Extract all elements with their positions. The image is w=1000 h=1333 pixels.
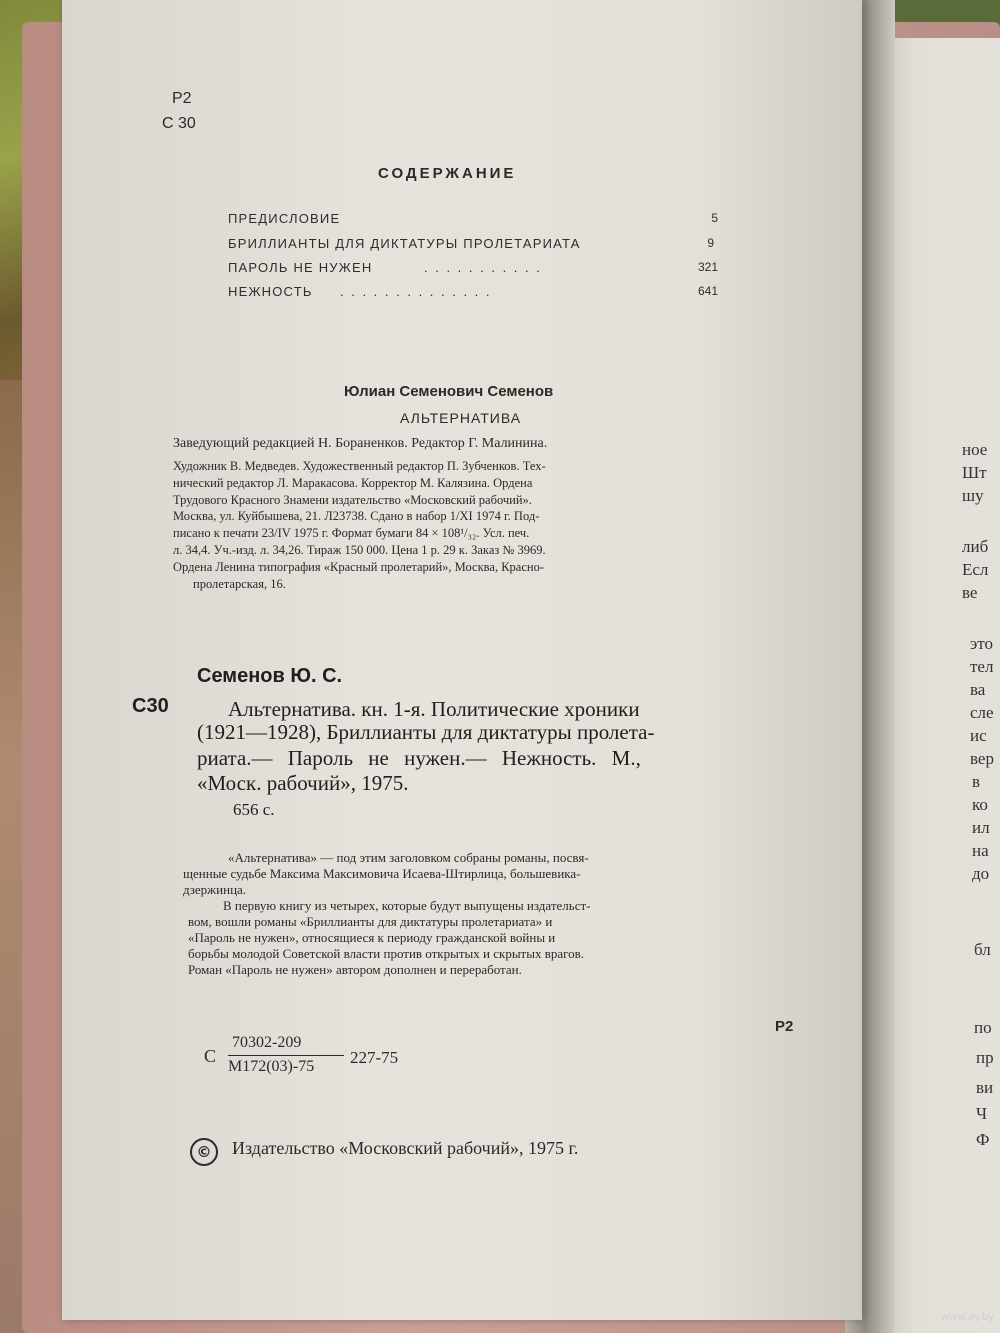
toc-item [228,211,718,226]
left-page [62,0,862,1320]
imprint-block [173,458,763,592]
annotation-line: вом, вошли романы «Бриллианты для диктатуры пролетариата» и [188,914,553,929]
bib-pages: 656 с. [233,800,275,819]
right-page-text: до [972,864,990,883]
annotation-line: В первую книгу из четырех, которые будут выпущены издательст- [223,898,591,913]
right-page-text: вер [970,749,994,768]
imprint-line: Ордена Ленина типография «Красный пролетарий», Москва, Красно- [173,559,544,574]
imprint-line: Заведующий редакцией Н. Бораненков. Редактор Г. Малинина. [173,436,548,451]
right-page-text: бл [974,940,991,959]
toc-item-page: 321 [697,260,718,274]
imprint-line: л. 34,4. Уч.-изд. л. 34,26. Тираж 150 000. Цена 1 р. 29 к. Заказ № 3969. [173,542,546,557]
right-page-text: ил [972,818,990,837]
bib-author: Семенов Ю. С. [197,665,343,687]
annotation-line: борьбы молодой Советской власти против открытых и скрытых врагов. [188,946,585,961]
toc-item-label: НЕЖНОСТЬ [228,284,313,299]
toc-item-page: 641 [697,284,718,298]
right-page-text: либ [962,537,989,556]
right-page-text: ви [976,1078,994,1097]
index-prefix: С [204,1046,217,1066]
right-page-text: сле [970,703,994,722]
author-full-name: Юлиан Семенович Семенов [344,383,554,400]
toc-item [228,260,718,275]
right-page-text: шу [962,486,984,505]
bib-line: «Моск. рабочий», 1975. [197,771,409,795]
bib-code: С30 [132,695,169,717]
toc-item [228,236,718,251]
bib-line: риата.— Пароль не нужен.— Нежность. М., [197,746,641,770]
right-page-text: ва [970,680,986,699]
imprint-line: Москва, ул. Куйбышева, 21. Л23738. Сдано в набор 1/XI 1974 г. Под- [173,509,540,524]
annotation-line: дзержинца. [183,882,247,897]
imprint-line: нический редактор Л. Маракасова. Корректор М. Калязина. Ордена [173,475,533,490]
toc-item-page: 5 [711,211,718,225]
copyright-text: Издательство «Московский рабочий», 1975 г. [232,1138,579,1158]
right-page-text: ве [962,583,978,602]
annotation-line: щенные судьбе Максима Максимовича Исаева-Штирлица, большевика- [183,866,581,881]
index-numerator: 70302-209 [232,1034,302,1051]
watermark: www.ay.by [941,1312,994,1323]
right-page-text: на [972,841,989,860]
toc-item-dots: . . . . . . . . . . . [424,260,542,275]
right-page-text: Ф [976,1130,990,1149]
book-title: АЛЬТЕРНАТИВА [400,410,522,426]
right-page-text: по [974,1018,992,1037]
copyright-icon: © [190,1138,218,1166]
toc-item-label: ПРЕДИСЛОВИЕ [228,211,341,226]
toc-item [228,284,718,299]
toc-item-label: БРИЛЛИАНТЫ ДЛЯ ДИКТАТУРЫ ПРОЛЕТАРИАТА [228,236,581,251]
toc-item-page: 9 [707,236,714,250]
right-page-text: в [972,772,981,791]
fraction-line [228,1055,344,1056]
class-code-line2: С 30 [162,115,196,132]
contents-title: СОДЕРЖАНИЕ [378,165,517,182]
class-code-bottom: Р2 [775,1018,794,1035]
right-page-text: тел [970,657,994,676]
class-code-line1: Р2 [172,90,192,107]
toc-item-label: ПАРОЛЬ НЕ НУЖЕН [228,260,373,275]
imprint-block [173,436,763,453]
imprint-line: Художник В. Медведев. Художественный редактор П. Зубченков. Тех- [173,459,546,473]
bib-line: Альтернатива. кн. 1-я. Политические хроники [228,697,640,721]
right-page-text: Шт [962,463,987,482]
right-page-text: ис [970,726,987,745]
right-page-text: это [970,634,994,653]
index-denominator: М172(03)-75 [228,1058,315,1075]
imprint-line: писано к печати 23/IV 1975 г. Формат бумаги 84 × 108¹/₃₂. Усл. печ. [173,526,530,541]
bib-line: (1921—1928), Бриллианты для диктатуры пролета- [197,720,655,744]
right-page-text: ное [962,440,988,459]
annotation-line: «Альтернатива» — под этим заголовком собраны романы, посвя- [228,850,589,865]
index-suffix: 227-75 [350,1048,399,1067]
right-page-text: ко [972,795,988,814]
annotation-line: Роман «Пароль не нужен» автором дополнен и переработан. [188,962,522,977]
right-page-text: пр [976,1048,994,1067]
annotation-line: «Пароль не нужен», относящиеся к периоду гражданской войны и [188,930,556,945]
annotation-block [173,850,803,978]
right-page-text: Есл [962,560,989,579]
imprint-line: Трудового Красного Знамени издательство «Московский рабочий». [173,492,532,507]
toc-item-dots: . . . . . . . . . . . . . . [340,284,492,299]
right-page-text: Ч [976,1104,988,1123]
imprint-line: пролетарская, 16. [193,576,286,591]
